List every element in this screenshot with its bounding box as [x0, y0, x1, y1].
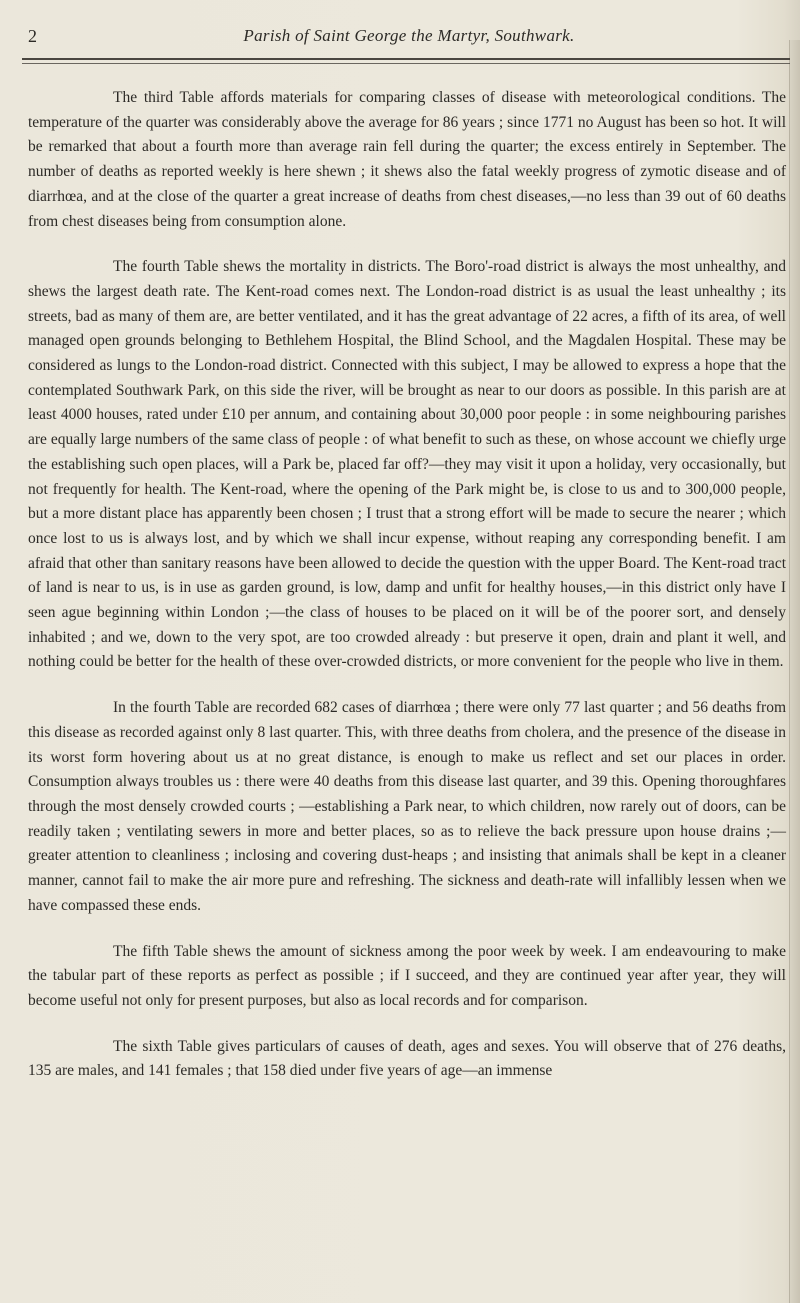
running-title: Parish of Saint George the Martyr, Southwark. — [243, 26, 575, 45]
paragraph-diarrhoea: In the fourth Table are recorded 682 cases of diarrhœa ; there were only 77 last quarter ; and 56 deaths from this disease as recorded against only 8 last quarter. This, with three deaths from cholera, and the presence of the disease in its worst form hovering about us at no great distance, is enough to make us reflect and set our places in order. Consumption always troubles us : there were 40 deaths from this disease last quarter, and 39 this. Opening thoroughfares through the most densely crowded courts ; —establishing a Park near, to which children, now rarely out of doors, can be readily taken ; ventilating sewers in more and better places, so as to relieve the back pressure upon house drains ;—greater attention to cleanliness ; inclosing and covering dust-heaps ; and insisting that animals shall be kept in a cleaner manner, cannot fail to make the air more pure and refreshing. The sickness and death-rate will infallibly lessen when we have compassed these ends. — [28, 699, 786, 914]
paragraph-causes-of-death: The sixth Table gives particulars of causes of death, ages and sexes. You will observe that of 276 deaths, 135 are males, and 141 females ; that 158 died under five years of age—an immense — [28, 1037, 786, 1080]
page-edge — [789, 40, 800, 1303]
page-header — [28, 26, 790, 50]
body-text — [28, 86, 786, 1105]
page-number: 2 — [28, 26, 37, 46]
header-rule — [22, 58, 790, 60]
header-rule-thin — [22, 63, 790, 64]
paragraph-districts: The fourth Table shews the mortality in districts. The Boro'-road district is always the most unhealthy, and shews the largest death rate. The Kent-road comes next. The London-road district is as usual the least unhealthy ; its streets, bad as many of them are, are better ventilated, and it has the great advantage of 22 acres, a fifth of its area, of well managed open grounds belonging to Bethlehem Hospital, the Blind School, and the Magdalen Hospital. These may be considered as lungs to the London-road district. Connected with this subject, I may be allowed to express a hope that the contemplated Southwark Park, on this side the river, will be brought as near to our doors as possible. In this parish are at least 4000 houses, rated under £10 per annum, and containing about 30,000 poor people : in some neighbouring parishes are equally large numbers of the same class of people : of what benefit to such as these, on whose account we chiefly urge the establishing such open places, will a Park be, placed far off?—they may visit it upon a holiday, very occasionally, but not frequently for health. The Kent-road, where the opening of the Park might be, is close to us and to 300,000 people, but a more distant place has apparently been chosen ; I trust that a strong effort will be made to secure the nearer ; which once lost to us is always lost, and by which we shall incur expense, without reaping any corresponding benefit. I am afraid that other than sanitary reasons have been allowed to decide the question with the upper Board. The Kent-road tract of land is near to us, is in use as garden ground, is low, damp and unfit for healthy houses,—in this district only have I seen ague beginning within London ;—the class of houses to be placed on it will be of the poorer sort, and densely inhabited ; and we, down to the very spot, are too crowded already : but preserve it open, drain and plant it well, and nothing could be better for the health of these over-crowded districts, or more convenient for the people who live in them. — [28, 258, 786, 671]
paragraph-meteorology: The third Table affords materials for comparing classes of disease with meteorological conditions. The temperature of the quarter was considerably above the average for 86 years ; since 1771 no August has been so hot. It will be remarked that about a fourth more than average rain fell during the quarter; the excess entirely in September. The number of deaths as reported weekly is here shewn ; it shews also the fatal weekly progress of zymotic disease and of diarrhœa, and at the close of the quarter a great increase of deaths from chest diseases,—no less than 39 out of 60 deaths from chest diseases being from consumption alone. — [28, 89, 786, 230]
paragraph-sickness: The fifth Table shews the amount of sickness among the poor week by week. I am endeavouring to make the tabular part of these reports as perfect as possible ; if I succeed, and they are continued year after year, they will become useful not only for present purposes, but also as local records and for comparison. — [28, 942, 786, 1009]
